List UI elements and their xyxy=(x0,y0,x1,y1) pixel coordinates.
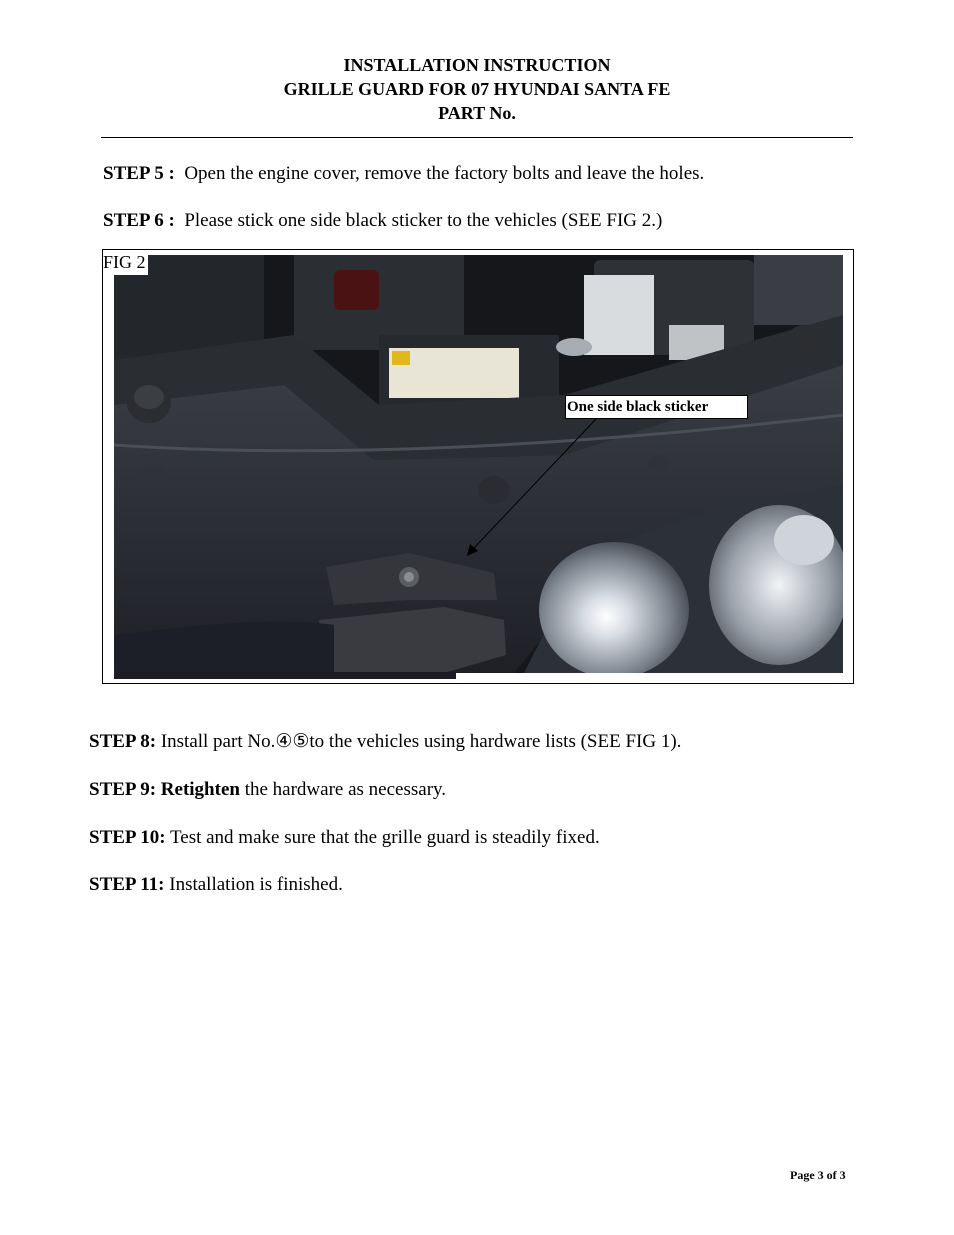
figure-label: FIG 2 xyxy=(103,251,148,275)
step-8-label: STEP 8: xyxy=(89,731,157,752)
step-5-text: Open the engine cover, remove the factory bolts and leave the holes. xyxy=(184,163,705,184)
header-title: INSTALLATION INSTRUCTION xyxy=(343,55,611,75)
step-6-text: Please stick one side black sticker to the vehicles (SEE FIG 2.) xyxy=(184,210,663,231)
step-11 xyxy=(89,873,343,897)
step-10 xyxy=(89,826,600,850)
step-8 xyxy=(89,730,681,754)
step-11-label: STEP 11: xyxy=(89,874,165,895)
step-11-text: Installation is finished. xyxy=(169,874,343,895)
step-10-text: Test and make sure that the grille guard is steadily fixed. xyxy=(169,827,600,848)
header-part-number: PART No. xyxy=(438,103,516,123)
step-10-label: STEP 10: xyxy=(89,827,166,848)
step-9 xyxy=(89,778,446,802)
step-6-label: STEP 6 : xyxy=(103,210,175,231)
step-5-label: STEP 5 : xyxy=(103,163,175,184)
header-divider xyxy=(101,137,853,138)
sticker-callout: One side black sticker xyxy=(565,395,748,419)
page-number: Page 3 of 3 xyxy=(790,1168,846,1182)
document-header xyxy=(0,53,954,125)
step-8-text: Install part No.④⑤to the vehicles using hardware lists (SEE FIG 1). xyxy=(160,731,682,752)
step-9-label: STEP 9: Retighten xyxy=(89,779,240,800)
step-5 xyxy=(103,162,704,186)
step-6 xyxy=(103,209,662,233)
photo-edge-strip xyxy=(114,672,456,679)
header-subtitle: GRILLE GUARD FOR 07 HYUNDAI SANTA FE xyxy=(283,79,671,99)
engine-bay-photo xyxy=(114,255,843,673)
step-9-text: the hardware as necessary. xyxy=(244,779,447,800)
